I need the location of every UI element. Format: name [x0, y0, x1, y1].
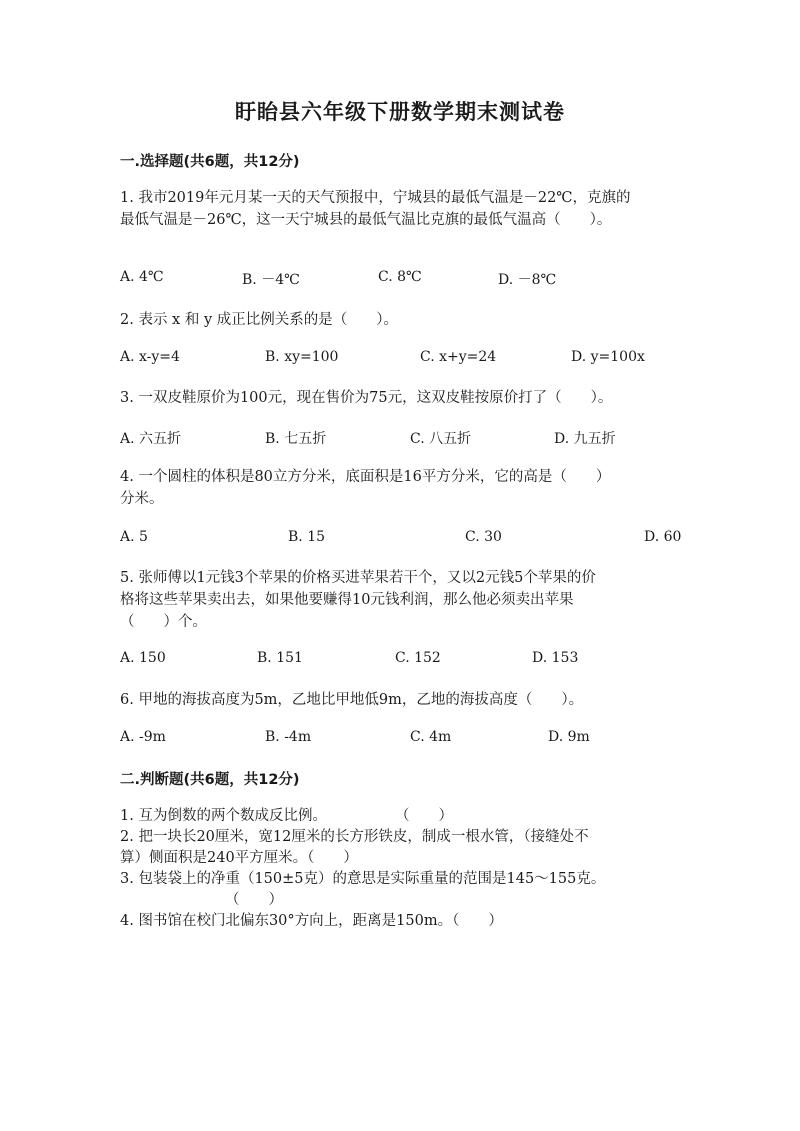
judgment-item-1: [120, 806, 680, 827]
question-text-line: （ ）个。: [120, 614, 207, 630]
judgment-item-4: [120, 911, 680, 932]
option-a[interactable]: A. 六五折: [120, 431, 182, 447]
option-c[interactable]: C. 八五折: [410, 431, 472, 447]
judgment-text: 3. 包装袋上的净重（150±5克）的意思是实际重量的范围是145～155克。: [120, 871, 606, 887]
option-b[interactable]: B. 七五折: [265, 431, 327, 447]
option-a[interactable]: A. x-y=4: [120, 349, 180, 365]
option-c[interactable]: C. 30: [465, 529, 502, 545]
option-c[interactable]: C. 152: [395, 650, 441, 666]
option-a[interactable]: A. 5: [120, 529, 148, 545]
option-d[interactable]: D. －8℃: [498, 272, 557, 288]
option-b[interactable]: B. xy=100: [265, 349, 339, 365]
question-2: [120, 309, 680, 331]
answer-blank[interactable]: （ ）: [394, 808, 453, 824]
option-b[interactable]: B. 151: [257, 650, 303, 666]
options-row-5: [120, 650, 680, 672]
page-title: 盱眙县六年级下册数学期末测试卷: [235, 100, 565, 124]
option-d[interactable]: D. 60: [644, 529, 682, 545]
judgment-text: 4. 图书馆在校门北偏东30°方向上，距离是150m。（ ）: [120, 913, 503, 929]
question-3: [120, 387, 680, 409]
question-text-line: 1. 我市2019年元月某一天的天气预报中，宁城县的最低气温是－22℃，克旗的: [120, 190, 631, 206]
question-text-line: 3. 一双皮鞋原价为100元，现在售价为75元，这双皮鞋按原价打了（ ）。: [120, 390, 613, 406]
options-row-1: [120, 269, 680, 291]
answer-blank[interactable]: （ ）: [225, 892, 283, 908]
section-heading-choice: 一.选择题(共6题，共12分): [120, 154, 300, 170]
options-row-3: [120, 428, 680, 450]
question-text-line: 最低气温是－26℃，这一天宁城县的最低气温比克旗的最低气温高（ ）。: [120, 212, 612, 228]
judgment-text: 2. 把一块长20厘米，宽12厘米的长方形铁皮，制成一根水管，（接缝处不: [120, 829, 589, 845]
question-text-line: 4. 一个圆柱的体积是80立方分米，底面积是16平方分米，它的高是（ ）: [120, 469, 611, 485]
option-d[interactable]: D. 153: [532, 650, 579, 666]
options-row-2: [120, 349, 680, 371]
option-d[interactable]: D. 9m: [548, 729, 590, 745]
option-b[interactable]: B. 15: [288, 529, 326, 545]
question-4: [120, 466, 680, 510]
option-d[interactable]: D. 九五折: [554, 431, 616, 447]
section-heading-judgment: 二.判断题(共6题，共12分): [120, 772, 300, 788]
question-text-line: 2. 表示 x 和 y 成正比例关系的是（ ）。: [120, 312, 398, 328]
option-b[interactable]: B. －4℃: [242, 272, 300, 288]
option-c[interactable]: C. 4m: [410, 729, 452, 745]
judgment-item-3: [120, 869, 680, 911]
option-c[interactable]: C. x+y=24: [420, 349, 497, 365]
option-a[interactable]: A. 150: [120, 650, 166, 666]
option-a[interactable]: A. 4℃: [120, 269, 164, 285]
judgment-item-2: [120, 827, 680, 869]
question-text-line: 分米。: [120, 491, 164, 507]
judgment-text: 1. 互为倒数的两个数成反比例。: [120, 808, 327, 824]
option-d[interactable]: D. y=100x: [571, 349, 645, 365]
question-text-line: 6. 甲地的海拔高度为5m，乙地比甲地低9m，乙地的海拔高度（ ）。: [120, 692, 584, 708]
option-a[interactable]: A. -9m: [120, 729, 166, 745]
options-row-4: [120, 529, 680, 551]
question-1: [120, 187, 680, 231]
option-c[interactable]: C. 8℃: [378, 269, 422, 285]
judgment-text: 算）侧面积是240平方厘米。（ ）: [120, 850, 358, 866]
option-b[interactable]: B. -4m: [265, 729, 312, 745]
question-5: [120, 567, 680, 633]
question-text-line: 格将这些苹果卖出去，如果他要赚得10元钱利润，那么他必须卖出苹果: [120, 592, 574, 608]
options-row-6: [120, 729, 680, 751]
question-6: [120, 689, 680, 711]
question-text-line: 5. 张师傅以1元钱3个苹果的价格买进苹果若干个，又以2元钱5个苹果的价: [120, 570, 596, 586]
